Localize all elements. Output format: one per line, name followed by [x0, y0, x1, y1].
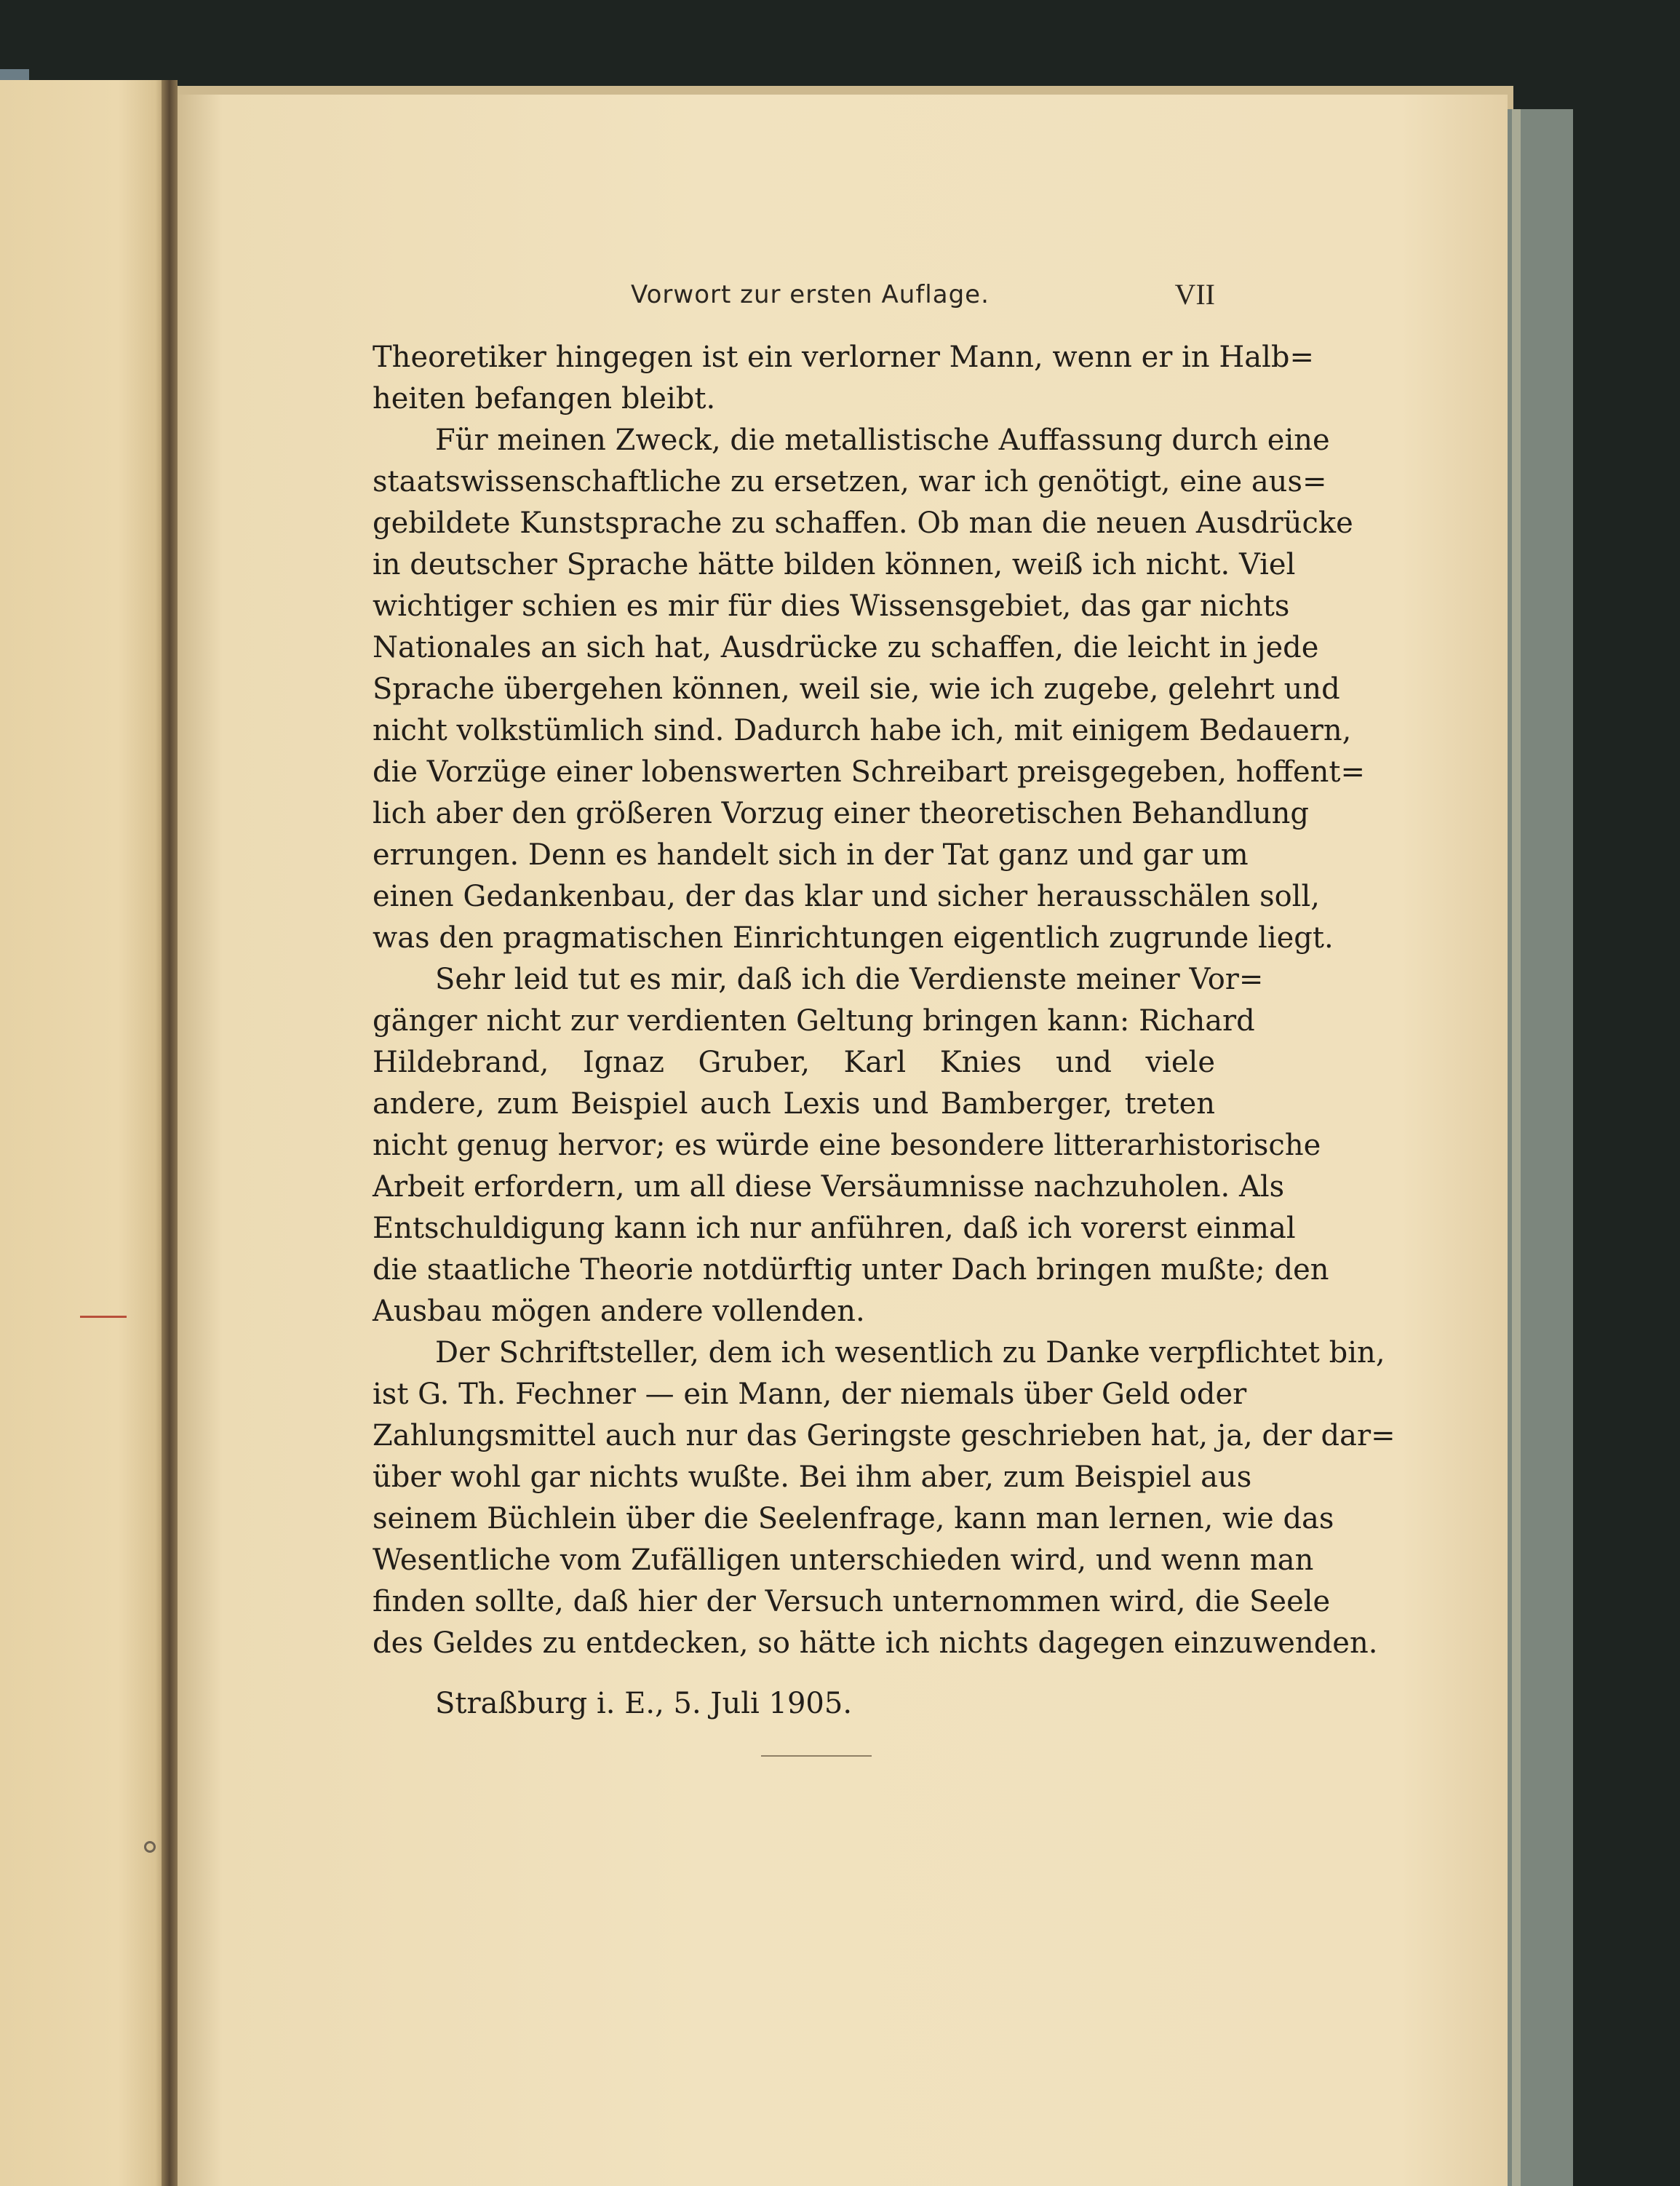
- text-line: einen Gedankenbau, der das klar und sicher herausschälen soll,: [373, 880, 1320, 913]
- closing-rule: [761, 1755, 872, 1757]
- text-line: heiten befangen bleibt.: [373, 382, 716, 416]
- margin-ink-dot: [144, 1841, 156, 1853]
- left-page: [0, 80, 169, 2186]
- text-line: Theoretiker hingegen ist ein verlorner Mann, wenn er in Halb=: [373, 341, 1314, 374]
- right-cover-edge: [1512, 109, 1521, 2186]
- text-line: lich aber den größeren Vorzug einer theoretischen Behandlung: [373, 797, 1310, 830]
- text-line: errungen. Denn es handelt sich in der Tat ganz und gar um: [373, 838, 1249, 872]
- page-number: VII: [1174, 278, 1215, 311]
- text-line: Entschuldigung kann ich nur anführen, daß ich vorerst einmal: [373, 1212, 1296, 1245]
- text-line: Der Schriftsteller, dem ich wesentlich zu Danke verpflichtet bin,: [435, 1336, 1385, 1370]
- text-line: Sehr leid tut es mir, daß ich die Verdienste meiner Vor=: [435, 963, 1264, 996]
- text-line: andere, zum Beispiel auch Lexis und Bamberger, treten: [373, 1087, 1215, 1121]
- header-title: Vorwort zur ersten Auflage.: [631, 280, 990, 309]
- text-line: Sprache übergehen können, weil sie, wie ich zugebe, gelehrt und: [373, 672, 1340, 706]
- text-line: finden sollte, daß hier der Versuch unternommen wird, die Seele: [373, 1585, 1331, 1618]
- text-line: Arbeit erfordern, um all diese Versäumnisse nachzuholen. Als: [373, 1170, 1285, 1204]
- text-line: gebildete Kunstsprache zu schaffen. Ob man die neuen Ausdrücke: [373, 506, 1353, 540]
- text-line: was den pragmatischen Einrichtungen eigentlich zugrunde liegt.: [373, 921, 1334, 955]
- book-gutter: [162, 80, 178, 2186]
- text-line: Zahlungsmittel auch nur das Geringste geschrieben hat, ja, der dar=: [373, 1419, 1396, 1452]
- text-line: Ausbau mögen andere vollenden.: [373, 1295, 865, 1328]
- text-line: Nationales an sich hat, Ausdrücke zu schaffen, die leicht in jede: [373, 631, 1319, 664]
- text-line: Wesentliche vom Zufälligen unterschieden wird, und wenn man: [373, 1543, 1314, 1577]
- text-line: staatswissenschaftliche zu ersetzen, war ich genötigt, eine aus=: [373, 465, 1327, 498]
- text-line: nicht volkstümlich sind. Dadurch habe ich, mit einigem Bedauern,: [373, 714, 1352, 747]
- place-date-signature: Straßburg i. E., 5. Juli 1905.: [435, 1687, 853, 1720]
- text-line: über wohl gar nichts wußte. Bei ihm aber, zum Beispiel aus: [373, 1460, 1252, 1494]
- text-line: die staatliche Theorie notdürftig unter Dach bringen mußte; den: [373, 1253, 1329, 1287]
- red-margin-mark: [80, 1316, 127, 1318]
- text-line: Für meinen Zweck, die metallistische Auffassung durch eine: [435, 424, 1330, 457]
- text-line: die Vorzüge einer lobenswerten Schreibart preisgegeben, hoffent=: [373, 755, 1366, 789]
- text-line: gänger nicht zur verdienten Geltung bringen kann: Richard: [373, 1004, 1255, 1038]
- text-line: wichtiger schien es mir für dies Wissensgebiet, das gar nichts: [373, 589, 1290, 623]
- text-line: ist G. Th. Fechner — ein Mann, der niemals über Geld oder: [373, 1378, 1247, 1411]
- text-line: Hildebrand, Ignaz Gruber, Karl Knies und viele: [373, 1046, 1215, 1079]
- text-line: in deutscher Sprache hätte bilden können, weiß ich nicht. Viel: [373, 548, 1296, 581]
- text-line: nicht genug hervor; es würde eine besondere litterarhistorische: [373, 1129, 1321, 1162]
- running-header: [631, 280, 1215, 315]
- text-line: seinem Büchlein über die Seelenfrage, kann man lernen, wie das: [373, 1502, 1334, 1535]
- text-line: des Geldes zu entdecken, so hätte ich nichts dagegen einzuwenden.: [373, 1626, 1378, 1660]
